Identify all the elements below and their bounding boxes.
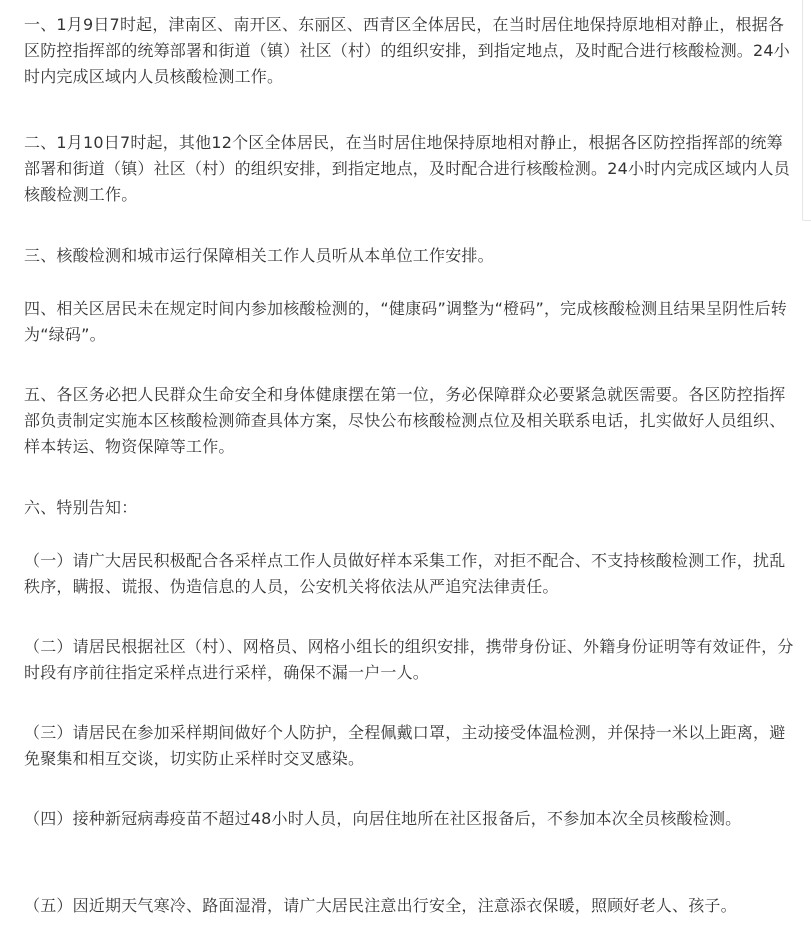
notice-item-4: （四）接种新冠病毒疫苗不超过48小时人员，向居住地所在社区报备后，不参加本次全员核酸检测。: [24, 809, 742, 828]
notice-item-1: （一）请广大居民积极配合各采样点工作人员做好样本采集工作，对拒不配合、不支持核酸检测工作，扰乱秩序，瞒报、谎报、伪造信息的人员，公安机关将依法从严追究法律责任。: [24, 551, 786, 596]
side-panel-edge: [802, 0, 811, 221]
notice-item-3: （三）请居民在参加采样期间做好个人防护，全程佩戴口罩，主动接受体温检测，并保持一米以上距离，避免聚集和相互交谈，切实防止采样时交叉感染。: [24, 723, 786, 768]
paragraph-2: 二、1月10日7时起，其他12个区全体居民，在当时居住地保持原地相对静止，根据各区防控指挥部的统筹部署和街道（镇）社区（村）的组织安排，到指定地点，及时配合进行核酸检测。24小时内完成区域内人员核酸检测工作。: [24, 133, 790, 204]
paragraph-3: 三、核酸检测和城市运行保障相关工作人员听从本单位工作安排。: [24, 246, 494, 265]
notice-item-2: （二）请居民根据社区（村）、网格员、网格小组长的组织安排，携带身份证、外籍身份证明等有效证件，分时段有序前往指定采样点进行采样，确保不漏一户一人。: [24, 637, 794, 682]
paragraph-1: 一、1月9日7时起，津南区、南开区、东丽区、西青区全体居民，在当时居住地保持原地相对静止，根据各区防控指挥部的统筹部署和街道（镇）社区（村）的组织安排，到指定地点，及时配合进行核酸检测。24小时内完成区域内人员核酸检测工作。: [24, 15, 790, 86]
paragraph-6-heading: 六、特别告知：: [24, 498, 138, 517]
paragraph-5: 五、各区务必把人民群众生命安全和身体健康摆在第一位，务必保障群众必要紧急就医需要。各区防控指挥部负责制定实施本区核酸检测筛查具体方案，尽快公布核酸检测点位及相关联系电话，扎实做好人员组织、样本转运、物资保障等工作。: [24, 385, 786, 456]
notice-item-5: （五）因近期天气寒冷、路面湿滑，请广大居民注意出行安全，注意添衣保暖，照顾好老人、孩子。: [24, 896, 737, 915]
paragraph-4: 四、相关区居民未在规定时间内参加核酸检测的，“健康码”调整为“橙码”，完成核酸检测且结果呈阴性后转为“绿码”。: [24, 299, 787, 344]
